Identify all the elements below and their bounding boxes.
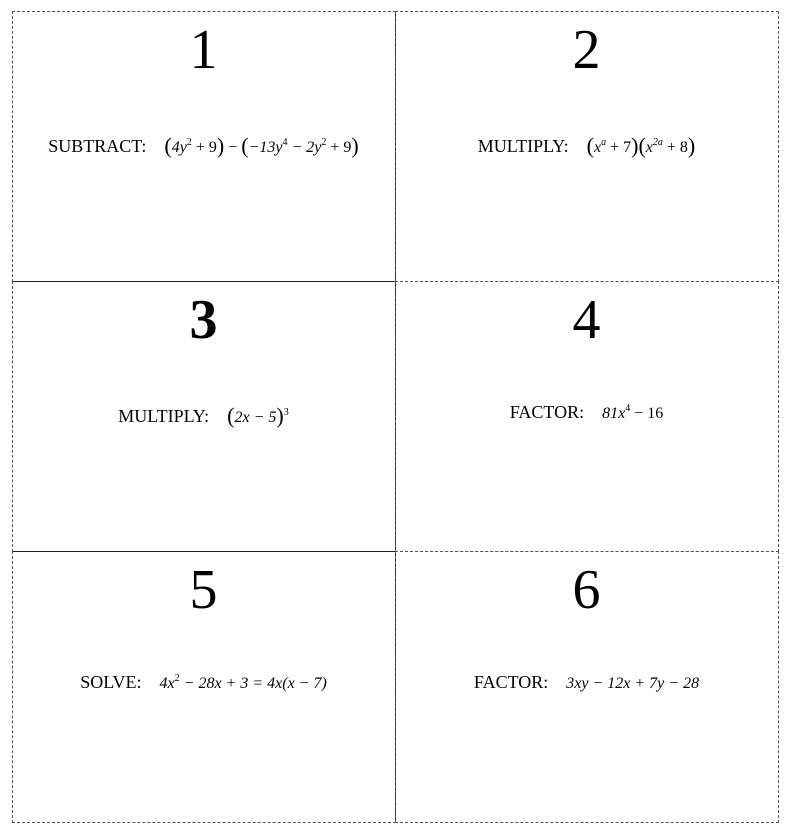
problem-label: SOLVE:: [80, 671, 142, 692]
card-number: 5: [189, 558, 218, 621]
problem-row: [13, 132, 395, 158]
problem-row: [396, 132, 778, 158]
card-number: 2: [572, 18, 601, 81]
card-number: 3: [189, 288, 218, 351]
card-number: 6: [572, 558, 601, 621]
problem-row: [396, 402, 778, 423]
card-2: [395, 11, 779, 282]
card-1: [12, 11, 396, 282]
problem-expression: $81x^4 - 16$: [602, 402, 664, 422]
problem-label: MULTIPLY:: [477, 135, 569, 156]
problem-expression: $(2x - 5)^3$: [227, 402, 289, 428]
problem-label: SUBTRACT:: [48, 135, 147, 156]
card-4: [395, 281, 779, 552]
problem-expression: $4x^2 - 28x + 3 = 4x(x - 7)$: [159, 672, 327, 692]
problem-expression: 3xy − 12x + 7y − 28: [566, 674, 700, 692]
card-3: [12, 281, 396, 552]
problem-label: FACTOR:: [473, 671, 549, 692]
problem-label: FACTOR:: [509, 401, 585, 422]
card-number: 4: [572, 288, 601, 351]
problem-expression: $(x^a + 7)(x^{2a} + 8)$: [586, 132, 696, 158]
card-5: [12, 551, 396, 823]
card-number: 1: [189, 18, 218, 81]
problem-label: MULTIPLY:: [118, 405, 210, 426]
card-6: [395, 551, 779, 823]
problem-expression: $(4y^2 + 9) - (-13y^4 - 2y^2 + 9)$: [164, 132, 359, 158]
problem-row: [13, 672, 395, 693]
problem-row: [396, 672, 778, 693]
problem-row: [13, 402, 395, 428]
task-card-sheet: [12, 11, 778, 822]
